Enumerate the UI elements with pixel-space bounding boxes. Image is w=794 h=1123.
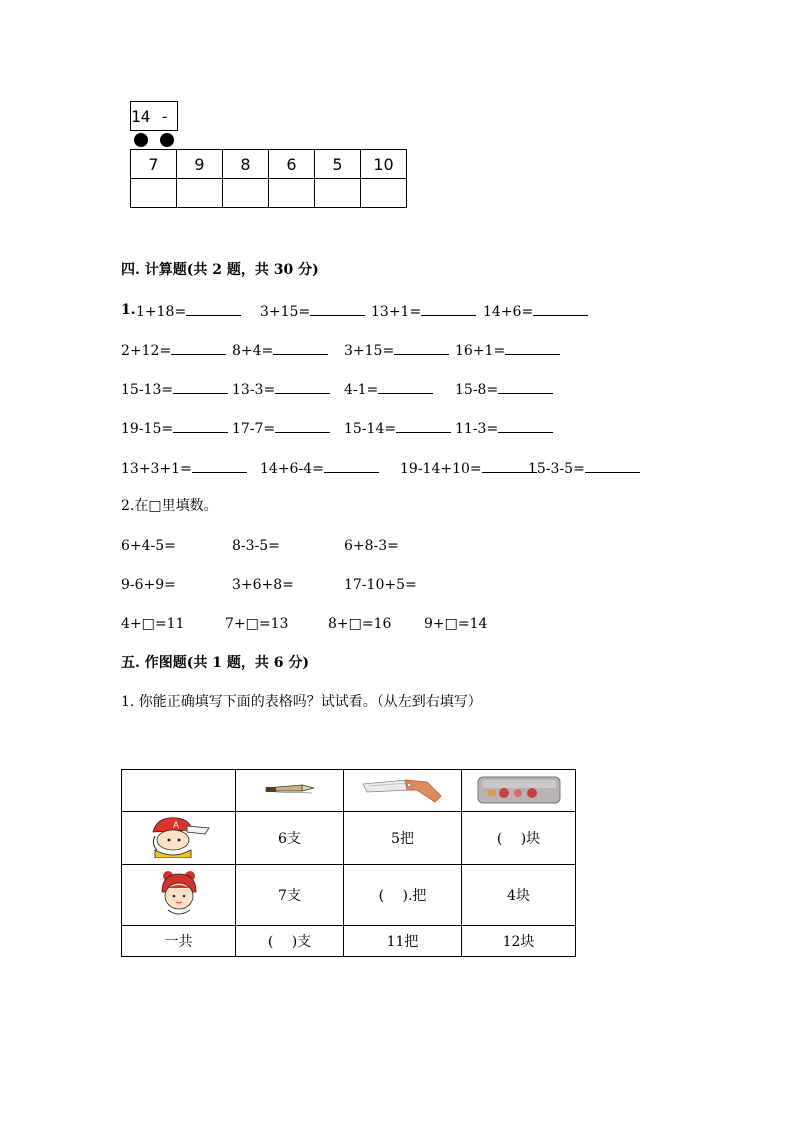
- folding-knife-icon: [361, 772, 445, 806]
- fill-box-equation[interactable]: 9+□=14: [424, 616, 488, 632]
- equation: 15-8=: [455, 379, 553, 399]
- equation: 14+6-4=: [260, 458, 379, 478]
- fill-box-equation[interactable]: 7+□=13: [225, 616, 289, 632]
- boy-cell: [122, 812, 236, 865]
- expression: 3+6+8=: [232, 577, 294, 593]
- answer-blank[interactable]: [173, 418, 228, 433]
- pencil-cell: [236, 770, 344, 812]
- equation: 13+1=: [371, 301, 476, 321]
- equation: 19-14+10=: [400, 458, 537, 478]
- grid-answer-cell[interactable]: [315, 179, 361, 208]
- answer-blank[interactable]: [533, 301, 588, 316]
- section5-heading: 五. 作图题(共 1 题，共 6 分): [121, 655, 309, 671]
- equation: 4-1=: [344, 379, 433, 399]
- equation: 3+15=: [344, 340, 449, 360]
- equation: 3+15=: [260, 301, 365, 321]
- grid-number: 6: [269, 150, 315, 179]
- answer-blank[interactable]: [585, 458, 640, 473]
- grid-answer-cell[interactable]: [223, 179, 269, 208]
- equation: 15-13=: [121, 379, 228, 399]
- equation: 1+18=: [136, 301, 241, 321]
- expression: 6+4-5=: [121, 538, 176, 554]
- q1-number: 1.: [121, 302, 136, 318]
- train-wheel-left: [134, 133, 148, 147]
- expression: 9-6+9=: [121, 577, 176, 593]
- header-empty-cell: [122, 770, 236, 812]
- equation: 16+1=: [455, 340, 560, 360]
- answer-blank[interactable]: [192, 458, 247, 473]
- train-cart-label: 14 -: [131, 107, 170, 126]
- grid-number: 8: [223, 150, 269, 179]
- expression: 17-10+5=: [344, 577, 417, 593]
- equation: 13+3+1=: [121, 458, 247, 478]
- grid-answer-cell[interactable]: [131, 179, 177, 208]
- answer-blank[interactable]: [275, 379, 330, 394]
- equation: 8+4=: [232, 340, 328, 360]
- svg-text:A: A: [172, 820, 179, 830]
- equation: 11-3=: [455, 418, 553, 438]
- grid-answer-cell[interactable]: [177, 179, 223, 208]
- q2-title: 2.在□里填数。: [121, 498, 218, 514]
- pencil-case-cell: [462, 770, 576, 812]
- answer-blank[interactable]: [171, 340, 226, 355]
- boy-pencil-count: 6支: [236, 812, 344, 865]
- girl-cell: [122, 865, 236, 926]
- pencil-icon: [262, 779, 318, 799]
- grid-answer-cell[interactable]: [269, 179, 315, 208]
- answer-blank[interactable]: [275, 418, 330, 433]
- equation: 2+12=: [121, 340, 226, 360]
- girl-pencil-count: 7支: [236, 865, 344, 926]
- equation: 15-3-5=: [528, 458, 640, 478]
- expression: 6+8-3=: [344, 538, 399, 554]
- answer-blank[interactable]: [186, 301, 241, 316]
- equation: 15-14=: [344, 418, 451, 438]
- answer-blank[interactable]: [505, 340, 560, 355]
- knife-cell: [344, 770, 462, 812]
- boy-knife-count: 5把: [344, 812, 462, 865]
- equation: 13-3=: [232, 379, 330, 399]
- answer-blank[interactable]: [324, 458, 379, 473]
- total-pencil-blank[interactable]: ( )支: [236, 926, 344, 957]
- total-case-count: 12块: [462, 926, 576, 957]
- grid-answer-cell[interactable]: [361, 179, 407, 208]
- fill-box-equation[interactable]: 8+□=16: [328, 616, 392, 632]
- equation: 14+6=: [483, 301, 588, 321]
- grid-number: 7: [131, 150, 177, 179]
- boy-cap-icon: [147, 814, 211, 858]
- girl-knife-blank[interactable]: ( ).把: [344, 865, 462, 926]
- expression: 8-3-5=: [232, 538, 280, 554]
- train-wheel-right: [160, 133, 174, 147]
- train-number-grid: [130, 149, 407, 208]
- answer-blank[interactable]: [498, 418, 553, 433]
- total-knife-count: 11把: [344, 926, 462, 957]
- grid-number: 9: [177, 150, 223, 179]
- section5-q1: 1. 你能正确填写下面的表格吗？试试看。（从左到右填写）: [121, 694, 482, 710]
- answer-blank[interactable]: [498, 379, 553, 394]
- grid-number: 5: [315, 150, 361, 179]
- fill-box-equation[interactable]: 4+□=11: [121, 616, 185, 632]
- boy-case-blank[interactable]: ( )块: [462, 812, 576, 865]
- answer-blank[interactable]: [396, 418, 451, 433]
- total-label: 一共: [122, 926, 236, 957]
- equation: 17-7=: [232, 418, 330, 438]
- answer-blank[interactable]: [421, 301, 476, 316]
- girl-icon: [154, 868, 204, 918]
- answer-blank[interactable]: [378, 379, 433, 394]
- answer-blank[interactable]: [310, 301, 365, 316]
- answer-blank[interactable]: [273, 340, 328, 355]
- girl-case-count: 4块: [462, 865, 576, 926]
- grid-number: 10: [361, 150, 407, 179]
- answer-blank[interactable]: [173, 379, 228, 394]
- answer-blank[interactable]: [394, 340, 449, 355]
- stationery-table: [121, 769, 576, 957]
- section4-heading: 四. 计算题(共 2 题，共 30 分): [121, 262, 319, 278]
- pencil-case-icon: [474, 771, 564, 807]
- equation: 19-15=: [121, 418, 228, 438]
